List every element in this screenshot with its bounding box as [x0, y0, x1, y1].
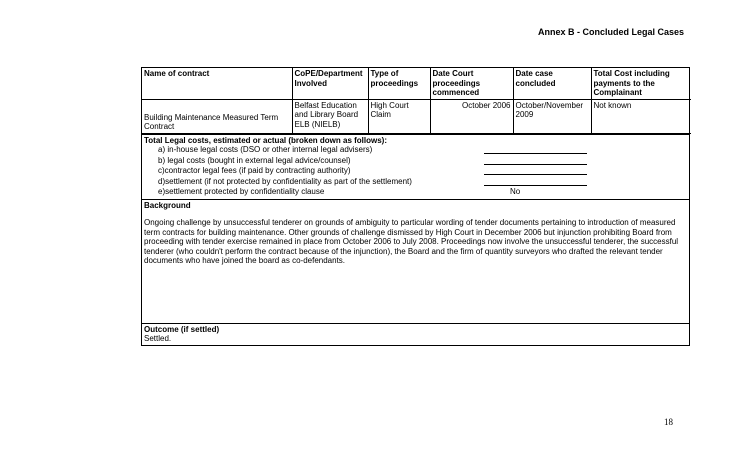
cost-blank-line — [484, 164, 587, 165]
cost-line — [144, 166, 687, 177]
cost-blank-line — [484, 185, 587, 186]
outcome-text: Settled. — [144, 334, 172, 343]
col-header-department: CoPE/Department Involved — [292, 68, 368, 99]
contract-table — [142, 68, 691, 134]
col-header-total-cost: Total Cost including payments to the Complainant — [591, 68, 691, 99]
cost-label: c)contractor legal fees (if paid by contracting authority) — [158, 166, 351, 175]
cost-label: b) legal costs (bought in external legal advice/counsel) — [158, 155, 351, 165]
cost-line — [144, 187, 687, 198]
cost-blank-line — [484, 174, 587, 175]
col-header-proceedings: Type of proceedings — [368, 68, 430, 99]
cost-line — [144, 156, 687, 167]
background-section — [142, 199, 689, 323]
cost-line — [144, 177, 687, 188]
legal-case-table — [141, 67, 690, 346]
cell-commenced: October 2006 — [430, 99, 513, 133]
cell-concluded: October/November 2009 — [513, 99, 591, 133]
cost-label: a) in-house legal costs (DSO or other internal legal advisers) — [158, 145, 373, 154]
cost-label: d)settlement (if not protected by confidentiality as part of the settlement) — [158, 176, 412, 186]
legal-costs-section — [142, 134, 689, 199]
table-header-row — [142, 68, 691, 99]
col-header-contract: Name of contract — [142, 68, 292, 99]
cell-department: Belfast Education and Library Board ELB (NIELB) — [292, 99, 368, 133]
cost-blank-line — [484, 153, 587, 154]
cost-label: e)settlement protected by confidentiality clause — [158, 187, 325, 196]
cost-line — [144, 145, 687, 156]
background-text: Ongoing challenge by unsuccessful tenderer on grounds of ambiguity to particular wording of tender documents pertaining to introduction of measured term contracts for building maintenance. Other grounds of challenge dismissed by High Court in December 2006 but injunction prohibiting Board from proceeding with tender exercise remained in place from October 2006 to July 2008. Proceedings now involve the unsuccessful tenderer, the successful tenderer (who couldn't perform the contract because of the injunction), the Board and the firm of quantity surveyors who drafted the relevant tender documents who have joined the board as co-defendants. — [144, 218, 679, 265]
cost-value: No — [510, 187, 521, 196]
background-title: Background — [144, 200, 191, 210]
annex-title: Annex B - Concluded Legal Cases — [538, 27, 685, 37]
table-row — [142, 99, 691, 133]
cell-contract: Building Maintenance Measured Term Contract — [142, 99, 292, 133]
cell-proceedings: High Court Claim — [368, 99, 430, 133]
legal-costs-title: Total Legal costs, estimated or actual (broken down as follows): — [144, 135, 388, 145]
cell-total-cost: Not known — [591, 99, 691, 133]
col-header-commenced: Date Court proceedings commenced — [430, 68, 513, 99]
col-header-concluded: Date case concluded — [513, 68, 591, 99]
outcome-title: Outcome (if settled) — [144, 324, 220, 334]
outcome-section — [142, 323, 689, 345]
page-number: 18 — [664, 417, 673, 427]
